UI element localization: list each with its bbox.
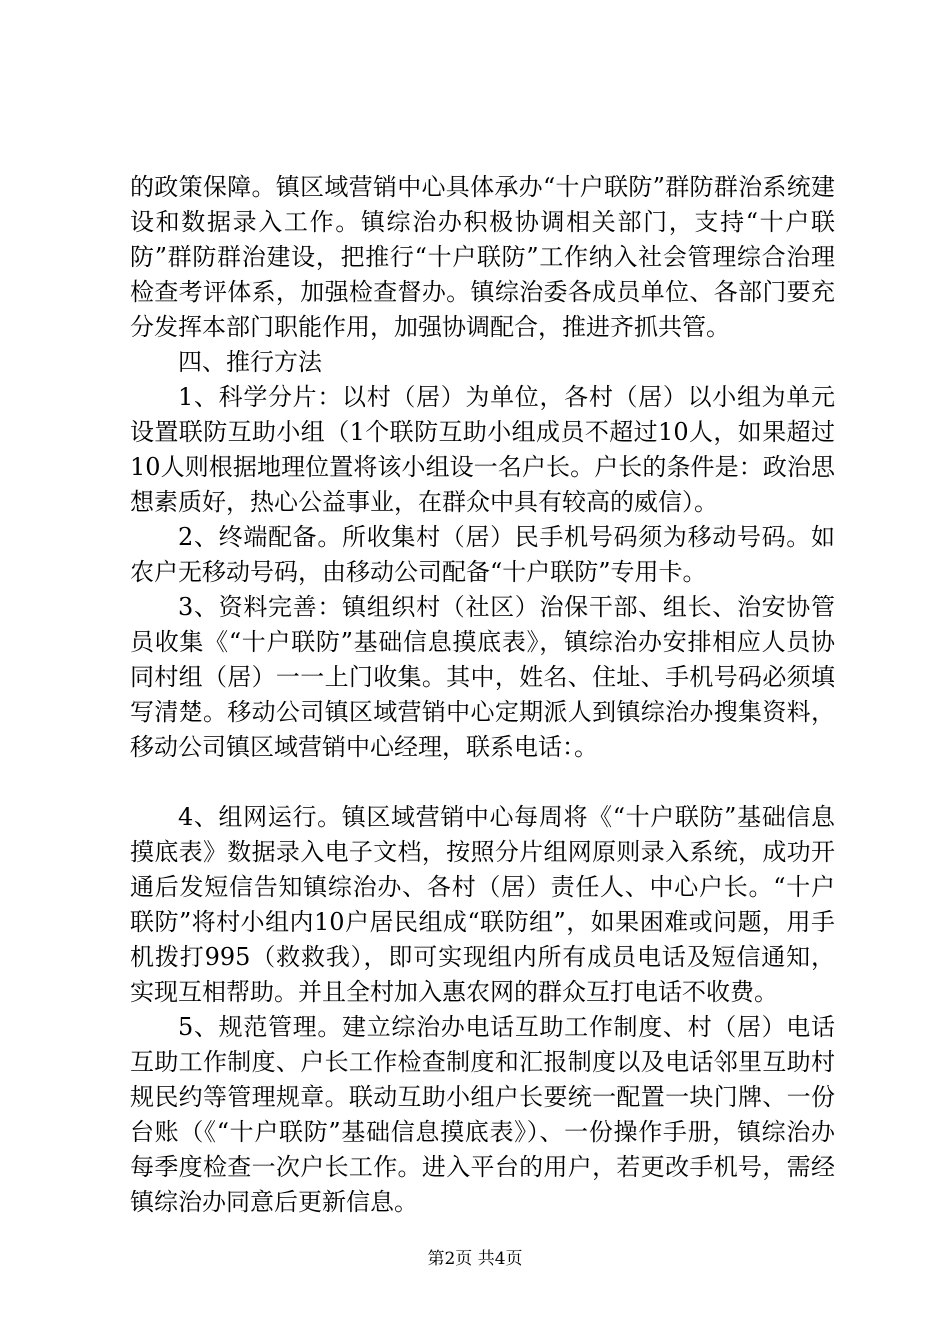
paragraph-zoning: 1、科学分片：以村（居）为单位，各村（居）以小组为单元设置联防互助小组（1个联防互助小组成员不超过10人，如果超过10人则根据地理位置将该小组设一名户长。户长的条件是：政治思想素质好，热心公益事业，在群众中具有较高的威信）。 <box>130 383 835 516</box>
document-body <box>130 170 835 1220</box>
section-heading-methods: 四、推行方法 <box>178 348 322 376</box>
paragraph-data-collection: 3、资料完善：镇组织村（社区）治保干部、组长、治安协管员收集《“十户联防”基础信息摸底表》，镇综治办安排相应人员协同村组（居）一一上门收集。其中，姓名、住址、手机号码必须填写清楚。移动公司镇区域营销中心定期派人到镇综治办搜集资料，移动公司镇区域营销中心经理，联系电话：。 <box>130 593 835 761</box>
paragraph-management: 5、规范管理。建立综治办电话互助工作制度、村（居）电话互助工作制度、户长工作检查制度和汇报制度以及电话邻里互助村规民约等管理规章。联动互助小组户长要统一配置一块门牌、一份台账（《“十户联防”基础信息摸底表》）、一份操作手册，镇综治办每季度检查一次户长工作。进入平台的用户，若更改手机号，需经镇综治办同意后更新信息。 <box>130 1013 835 1216</box>
paragraph-terminal: 2、终端配备。所收集村（居）民手机号码须为移动号码。如农户无移动号码，由移动公司配备“十户联防”专用卡。 <box>130 523 835 586</box>
page-number-footer: 第2页 共4页 <box>427 1249 523 1269</box>
paragraph-network-operation: 4、组网运行。镇区域营销中心每周将《“十户联防”基础信息摸底表》数据录入电子文档，按照分片组网原则录入系统，成功开通后发短信告知镇综治办、各村（居）责任人、中心户长。“十户联防”将村小组内10户居民组成“联防组”，如果困难或问题，用手机拨打995（救救我），即可实现组内所有成员电话及短信通知，实现互相帮助。并且全村加入惠农网的群众互打电话不收费。 <box>130 803 835 1006</box>
paragraph-policy-support: 的政策保障。镇区域营销中心具体承办“十户联防”群防群治系统建设和数据录入工作。镇综治办积极协调相关部门，支持“十户联防”群防群治建设，把推行“十户联防”工作纳入社会管理综合治理检查考评体系，加强检查督办。镇综治委各成员单位、各部门要充分发挥本部门职能作用，加强协调配合，推进齐抓共管。 <box>130 173 835 341</box>
